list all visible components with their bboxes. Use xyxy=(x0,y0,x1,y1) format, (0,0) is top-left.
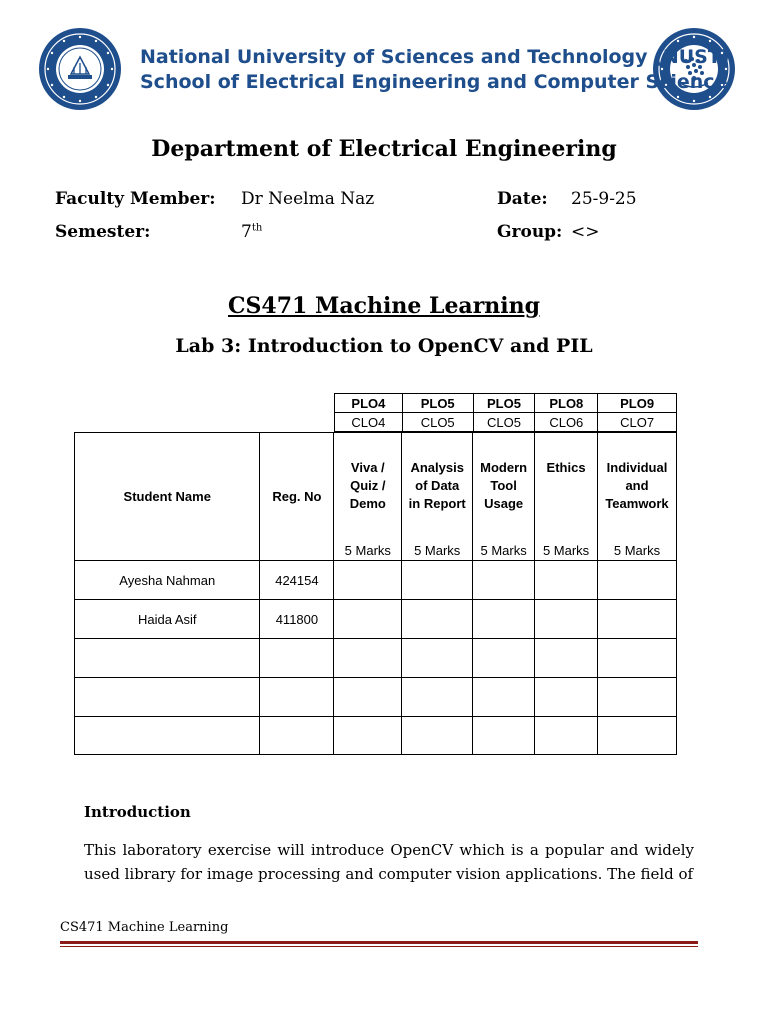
criteria-line: Demo xyxy=(349,496,386,511)
score-cell xyxy=(535,639,598,678)
student-name-cell xyxy=(75,717,260,755)
student-name-cell: Ayesha Nahman xyxy=(75,561,260,600)
score-cell xyxy=(334,561,402,600)
table-row xyxy=(75,561,677,600)
semester-value xyxy=(241,222,262,242)
score-cell xyxy=(473,717,535,755)
marks-label: 5 Marks xyxy=(480,543,527,558)
student-name-cell: Haida Asif xyxy=(75,600,260,639)
score-cell xyxy=(402,717,473,755)
score-cell xyxy=(535,678,598,717)
seecs-seal-icon xyxy=(652,27,736,111)
criteria-cell xyxy=(402,433,473,561)
reg-no-header: Reg. No xyxy=(260,433,334,561)
group-label: Group: xyxy=(497,222,563,242)
marks-label: 5 Marks xyxy=(542,543,590,558)
score-cell xyxy=(598,561,677,600)
school-name: School of Electrical Engineering and Computer Science xyxy=(140,71,728,93)
plo-cell: PLO8 xyxy=(535,394,598,413)
score-cell xyxy=(334,678,402,717)
course-title: CS471 Machine Learning xyxy=(227,293,541,319)
semester-label: Semester: xyxy=(55,222,151,242)
student-name-header: Student Name xyxy=(75,433,260,561)
criteria-line: Analysis xyxy=(410,460,464,475)
score-cell xyxy=(402,639,473,678)
footer-text: CS471 Machine Learning xyxy=(60,920,229,935)
score-cell xyxy=(473,561,535,600)
plo-cell: PLO9 xyxy=(598,394,677,413)
date-label: Date: xyxy=(497,189,548,209)
table-row xyxy=(75,678,677,717)
department-title: Department of Electrical Engineering xyxy=(151,136,617,162)
score-cell xyxy=(598,678,677,717)
table-row xyxy=(75,717,677,755)
criteria-cell xyxy=(598,433,677,561)
semester-suffix: th xyxy=(251,222,263,234)
footer-rule-thin xyxy=(60,946,698,947)
criteria-line: Modern xyxy=(480,460,528,475)
date-value: 25-9-25 xyxy=(571,189,637,209)
clo-cell: CLO6 xyxy=(535,413,598,432)
criteria-line: of Data xyxy=(415,478,460,493)
score-cell xyxy=(535,717,598,755)
footer-rule xyxy=(60,941,698,944)
criteria-line: Individual xyxy=(606,460,668,475)
criteria-line: Teamwork xyxy=(605,496,669,511)
plo-cell: PLO5 xyxy=(473,394,535,413)
reg-no-cell xyxy=(260,678,334,717)
marks-label: 5 Marks xyxy=(414,543,461,558)
semester-number: 7 xyxy=(241,222,252,242)
clo-cell: CLO4 xyxy=(335,413,403,432)
score-cell xyxy=(402,561,473,600)
score-cell xyxy=(535,561,598,600)
faculty-label: Faculty Member: xyxy=(55,189,216,209)
criteria-line: Ethics xyxy=(546,460,586,475)
reg-no-cell: 411800 xyxy=(260,600,334,639)
score-cell xyxy=(334,639,402,678)
plo-cell: PLO4 xyxy=(335,394,403,413)
criteria-line: Quiz / xyxy=(350,478,386,493)
criteria-cell xyxy=(473,433,535,561)
score-cell xyxy=(535,600,598,639)
faculty-value: Dr Neelma Naz xyxy=(241,189,375,209)
score-cell xyxy=(598,639,677,678)
reg-no-cell xyxy=(260,639,334,678)
group-value: <> xyxy=(571,222,600,242)
score-cell xyxy=(598,717,677,755)
table-row xyxy=(75,639,677,678)
clo-cell: CLO5 xyxy=(473,413,535,432)
criteria-line: Usage xyxy=(484,496,524,511)
score-cell xyxy=(598,600,677,639)
lab-title: Lab 3: Introduction to OpenCV and PIL xyxy=(175,335,593,357)
score-cell xyxy=(334,717,402,755)
score-cell xyxy=(473,639,535,678)
plo-clo-table xyxy=(334,393,677,432)
grading-table xyxy=(74,432,677,755)
student-name-cell xyxy=(75,678,260,717)
student-name-cell xyxy=(75,639,260,678)
score-cell xyxy=(473,600,535,639)
plo-cell: PLO5 xyxy=(402,394,473,413)
score-cell xyxy=(334,600,402,639)
clo-cell: CLO7 xyxy=(598,413,677,432)
table-row xyxy=(75,600,677,639)
introduction-heading: Introduction xyxy=(84,803,191,821)
criteria-line: Viva / xyxy=(350,460,385,475)
nust-seal-icon xyxy=(38,27,122,111)
marks-label: 5 Marks xyxy=(613,543,661,558)
score-cell xyxy=(473,678,535,717)
clo-cell: CLO5 xyxy=(402,413,473,432)
marks-label: 5 Marks xyxy=(344,543,391,558)
reg-no-cell xyxy=(260,717,334,755)
introduction-body: This laboratory exercise will introduce OpenCV which is a popular and widely used library for image processing and computer vision applications. The field of xyxy=(84,841,694,883)
score-cell xyxy=(402,600,473,639)
university-name: National University of Sciences and Technology (NUST) xyxy=(140,46,730,68)
criteria-cell xyxy=(535,433,598,561)
score-cell xyxy=(402,678,473,717)
criteria-line: and xyxy=(625,478,649,493)
criteria-line: Tool xyxy=(490,478,517,493)
criteria-line: in Report xyxy=(408,496,466,511)
reg-no-cell: 424154 xyxy=(260,561,334,600)
criteria-cell xyxy=(334,433,402,561)
